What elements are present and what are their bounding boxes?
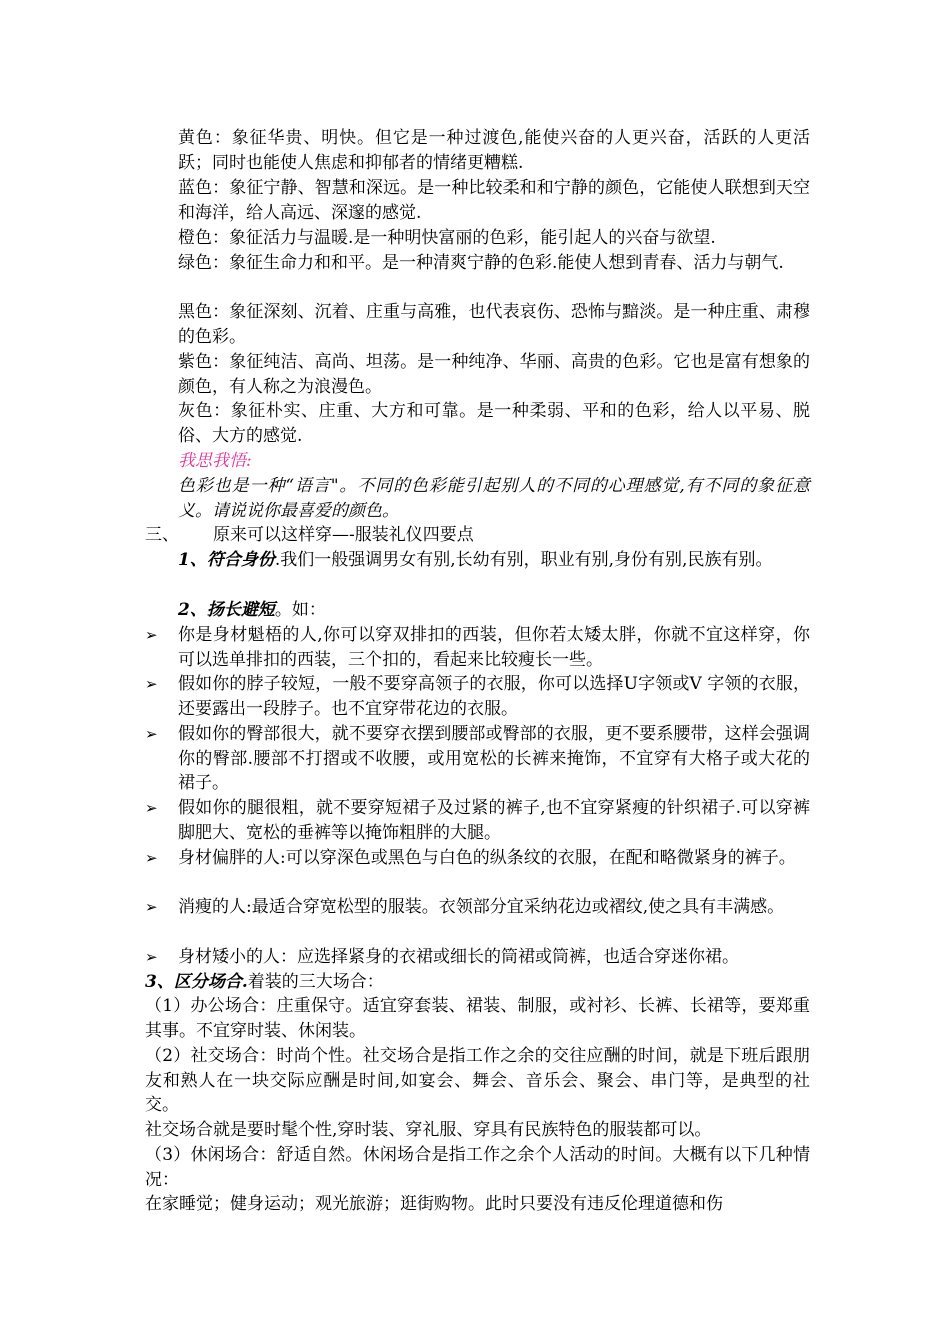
arrow-bullet-icon: ➢ [145, 948, 158, 966]
color-purple: 紫色：象征纯洁、高尚、坦荡。是一种纯净、华丽、高贵的色彩。它也是富有想象的颜色，有人称之为浪漫色。 [178, 352, 811, 397]
point-3: 3、区分场合.着装的三大场合： [145, 972, 384, 992]
point-2-title: 2、扬长避短 [178, 600, 275, 620]
arrow-bullet-icon: ➢ [145, 799, 158, 817]
color-black: 黑色：象征深刻、沉着、庄重与高雅，也代表哀伤、恐怖与黯淡。是一种庄重、肃穆的色彩。 [178, 302, 811, 347]
section-number: 三、 [145, 525, 179, 545]
point-2: 2、扬长避短。如： [178, 600, 326, 620]
point-3-title: 3、区分场合. [145, 972, 248, 992]
color-green: 绿色：象征生命力和和平。是一种清爽宁静的色彩.能使人想到青春、活力与朝气. [178, 253, 784, 273]
arrow-bullet-icon: ➢ [145, 725, 158, 743]
arrow-bullet-icon: ➢ [145, 898, 158, 916]
arrow-bullet-icon: ➢ [145, 849, 158, 867]
document-page: 黄色：象征华贵、明快。但它是一种过渡色,能使兴奋的人更兴奋，活跃的人更活跃；同时也能使人焦虑和抑郁者的情绪更糟糕. 蓝色：象征宁静、智慧和深远。是一种比较柔和和宁静的颜色，它能使人联想到天空和海洋，给人高远、深邃的感觉. 橙色：象征活力与温暖.是一种明快富丽的色彩，能引起人的兴奋与欲望. 绿色：象征生命力和和平。是一种清爽宁静的色彩.能使人想到青春、活力与朝气. 黑色：象征深刻、沉着、庄重与高雅，也代表哀伤、恐怖与黯淡。是一种庄重、肃穆的色彩。 紫色：象征纯洁、高尚、坦荡。是一种纯净、华丽、高贵的色彩。它也是富有想象的颜色，有人称之为浪漫色。 灰色：象征朴实、庄重、大方和可靠。是一种柔弱、平和的色彩，给人以平易、脱俗、大方的感觉. 我思我悟: 色彩也是一种“语言"。不同的色彩能引起别人的不同的心理感觉,有不同的象征意义。请说说你最喜爱的颜色。 三、 原来可以这样穿—-服装礼仪四要点 1、符合身份.我们一般强调男女有别,长幼有别，职业有别,身份有别,民族有别。 2、扬长避短。如： ➢ 你是身材魁梧的人,你可以穿双排扣的西装，但你若太矮太胖，你就不宜这样穿，你可以选单排扣的西装，三个扣的，看起来比较瘦长一些。 ➢ 假如你的脖子较短，一般不要穿高领子的衣服，你可以选择U字领或V 字领的衣服，还要露出一段脖子。也不宜穿带花边的衣服。 ➢ 假如你的臀部很大，就不要穿衣摆到腰部或臀部的衣服，更不要系腰带，这样会强调你的臀部.腰部不打摺或不收腰，或用宽松的长裤来掩饰，不宜穿有大格子或大花的裙子。 ➢ 假如你的腿很粗，就不要穿短裙子及过紧的裤子,也不宜穿紧瘦的针织裙子.可以穿裤脚肥大、宽松的垂裤等以掩饰粗胖的大腿。 ➢ 身材偏胖的人:可以穿深色或黑色与白色的纵条纹的衣服，在配和略微紧身的裤子。 ➢ 消瘦的人:最适合穿宽松型的服装。衣领部分宜采纳花边或褶纹,使之具有丰满感。 ➢ 身材矮小的人：应选择紧身的衣裙或细长的筒裙或筒裤，也适合穿迷你裙。 3、区分场合.着装的三大场合： （1）办公场合：庄重保守。适宜穿套装、裙装、制服，或衬衫、长裤、长裙等，要郑重其事。不宜穿时装、休闲装。 （2）社交场合：时尚个性。社交场合是指工作之余的交往应酬的时间，就是下班后跟朋友和熟人在一块交际应酬是时间,如宴会、舞会、音乐会、聚会、串门等，是典型的社交。 社交场合就是要时髦个性,穿时装、穿礼服、穿具有民族特色的服装都可以。 （3）休闲场合：舒适自然。休闲场合是指工作之余个人活动的时间。大概有以下几种情况： 在家睡觉；健身运动；观光旅游；逛街购物。此时只要没有违反伦理道德和伤 [0, 0, 950, 1344]
reflection-heading: 我思我悟: [178, 451, 252, 471]
color-yellow: 黄色：象征华贵、明快。但它是一种过渡色,能使兴奋的人更兴奋，活跃的人更活跃；同时也能使人焦虑和抑郁者的情绪更糟糕. [178, 128, 811, 173]
point-1-title: 1、符合身份 [178, 550, 275, 570]
occasion-leisure: （3）休闲场合：舒适自然。休闲场合是指工作之余个人活动的时间。大概有以下几种情况： [145, 1145, 810, 1190]
arrow-bullet-icon: ➢ [145, 675, 158, 693]
arrow-bullet-icon: ➢ [145, 626, 158, 644]
occasion-office: （1）办公场合：庄重保守。适宜穿套装、裙装、制服，或衬衫、长裤、长裙等，要郑重其事。不宜穿时装、休闲装。 [145, 996, 810, 1041]
reflection-text: 色彩也是一种“语言"。不同的色彩能引起别人的不同的心理感觉,有不同的象征意义。请说说你最喜爱的颜色。 [178, 476, 810, 521]
occasion-social: （2）社交场合：时尚个性。社交场合是指工作之余的交往应酬的时间，就是下班后跟朋友和熟人在一块交际应酬是时间,如宴会、舞会、音乐会、聚会、串门等，是典型的社交。 [145, 1046, 810, 1116]
occasion-social-note: 社交场合就是要时髦个性,穿时装、穿礼服、穿具有民族特色的服装都可以。 [145, 1120, 712, 1140]
section-title: 原来可以这样穿—-服装礼仪四要点 [213, 525, 474, 545]
occasion-leisure-examples: 在家睡觉；健身运动；观光旅游；逛街购物。此时只要没有违反伦理道德和伤 [145, 1194, 723, 1214]
point-1: 1、符合身份.我们一般强调男女有别,长幼有别，职业有别,身份有别,民族有别。 [178, 550, 773, 570]
color-gray: 灰色：象征朴实、庄重、大方和可靠。是一种柔弱、平和的色彩，给人以平易、脱俗、大方的感觉. [178, 401, 811, 446]
color-orange: 橙色：象征活力与温暖.是一种明快富丽的色彩，能引起人的兴奋与欲望. [178, 228, 716, 248]
color-blue: 蓝色：象征宁静、智慧和深远。是一种比较柔和和宁静的颜色，它能使人联想到天空和海洋，给人高远、深邃的感觉. [178, 178, 811, 223]
